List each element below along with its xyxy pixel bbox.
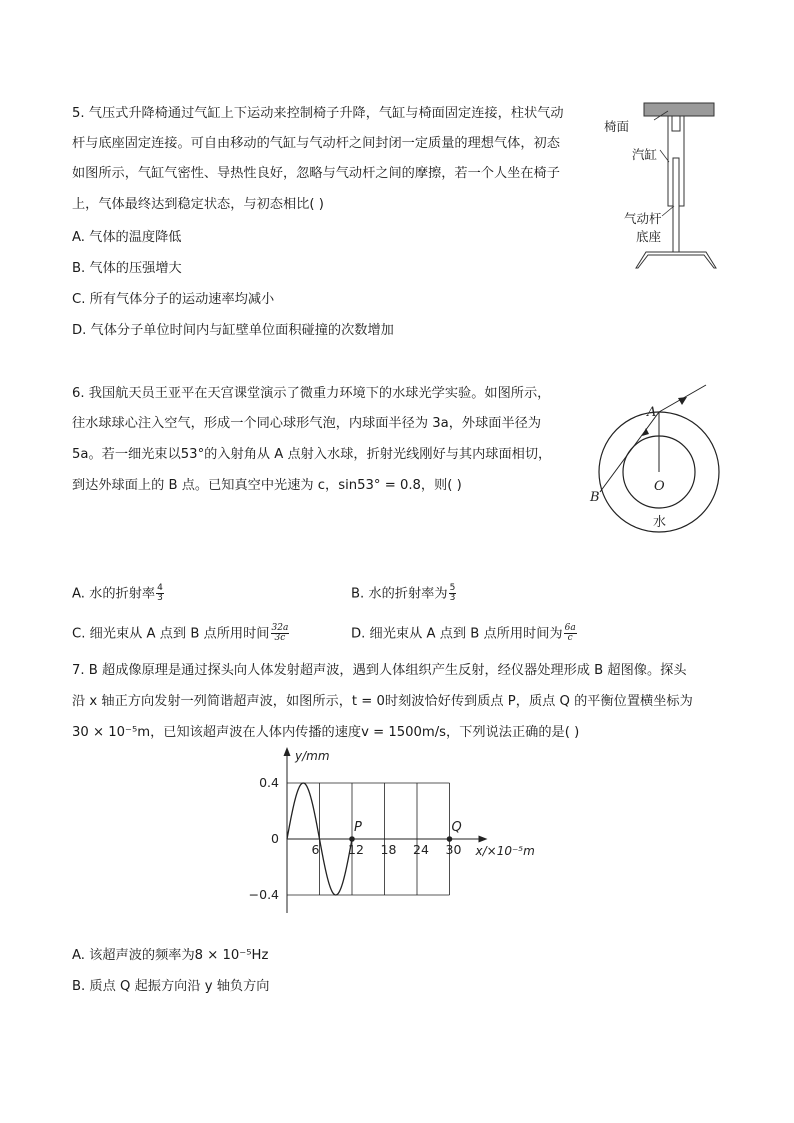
x-tick-label: 30 bbox=[445, 842, 462, 857]
q7-line-1: 7. B 超成像原理是通过探头向人体发射超声波，遇到人体组织产生反射，经仪器处理形成 B 超图像。探头 bbox=[72, 663, 687, 678]
q5-option-a[interactable]: A. 气体的温度降低 bbox=[72, 230, 182, 245]
q7-line-2: 沿 x 轴正方向发射一列简谐超声波，如图所示，t = 0时刻波恰好传到质点 P，质点 Q 的平衡位置横坐标为 bbox=[72, 694, 693, 709]
point-q-dot bbox=[447, 836, 453, 842]
seat-label: 椅面 bbox=[604, 119, 630, 134]
q7-line-3: 30 × 10⁻⁵m，已知该超声波在人体内传播的速度v = 1500m/s，下列说法正确的是( ) bbox=[72, 725, 580, 740]
q6-option-a[interactable] bbox=[72, 584, 164, 605]
incident-arrow-icon bbox=[678, 397, 687, 405]
q5-option-b[interactable]: B. 气体的压强增大 bbox=[72, 261, 182, 276]
point-a-label: A bbox=[647, 405, 657, 420]
rod-shape bbox=[673, 158, 679, 253]
water-ball-figure bbox=[580, 380, 730, 545]
point-b-label: B bbox=[590, 490, 600, 505]
q6-line-1: 6. 我国航天员王亚平在天宫课堂演示了微重力环境下的水球光学实验。如图所示， bbox=[72, 386, 551, 401]
q5-option-c[interactable]: C. 所有气体分子的运动速率均减小 bbox=[72, 292, 275, 307]
y-tick-label: 0.4 bbox=[259, 775, 279, 790]
q6-option-b-text: B. 水的折射率为 bbox=[351, 586, 448, 602]
x-tick-label: 6 bbox=[311, 842, 320, 857]
q5-line-2: 杆与底座固定连接。可自由移动的气缸与气动杆之间封闭一定质量的理想气体，初态 bbox=[72, 136, 560, 151]
q6-option-c-text: C. 细光束从 A 点到 B 点所用时间 bbox=[72, 626, 270, 642]
wave-chart bbox=[240, 745, 560, 920]
seat-plate bbox=[644, 103, 714, 116]
q6-option-a-text: A. 水的折射率 bbox=[72, 586, 156, 602]
q6-option-d[interactable] bbox=[351, 624, 577, 645]
q6-option-d-text: D. 细光束从 A 点到 B 点所用时间为 bbox=[351, 626, 563, 642]
base-shape bbox=[636, 252, 716, 268]
q6-option-b[interactable] bbox=[351, 584, 456, 605]
q6-option-b-fraction: $\frac{5}{3}$ bbox=[449, 583, 456, 603]
base-label: 底座 bbox=[636, 229, 662, 244]
point-p-dot bbox=[349, 836, 355, 842]
q5-option-d[interactable]: D. 气体分子单位时间内与缸壁单位面积碰撞的次数增加 bbox=[72, 323, 394, 338]
y-tick-label: 0 bbox=[271, 831, 279, 846]
cylinder-inner bbox=[672, 116, 680, 131]
q7-option-a[interactable]: A. 该超声波的频率为8 × 10⁻⁵Hz bbox=[72, 948, 269, 963]
q6-option-c[interactable] bbox=[72, 624, 289, 645]
q6-option-d-fraction: $\frac{6a}{c}$ bbox=[564, 623, 576, 643]
x-axis-arrow-icon bbox=[479, 836, 488, 843]
x-tick-label: 12 bbox=[348, 842, 364, 857]
rod-label: 气动杆 bbox=[624, 211, 662, 226]
q6-line-3: 5a。若一细光束以53°的入射角从 A 点射入水球，折射光线刚好与其内球面相切， bbox=[72, 447, 552, 462]
q5-line-3: 如图所示，气缸气密性、导热性良好，忽略与气动杆之间的摩擦，若一个人坐在椅子 bbox=[72, 166, 560, 181]
rod-leader bbox=[662, 206, 674, 216]
y-axis-label: y/mm bbox=[295, 749, 330, 763]
chair-figure bbox=[598, 98, 728, 276]
x-tick-label: 18 bbox=[380, 842, 397, 857]
center-o-label: O bbox=[654, 479, 665, 494]
cylinder-label: 汽缸 bbox=[632, 147, 658, 162]
q5-line-4: 上，气体最终达到稳定状态，与初态相比( ) bbox=[72, 197, 324, 212]
x-tick-label: 24 bbox=[413, 842, 429, 857]
q6-line-2: 往水球球心注入空气，形成一个同心球形气泡，内球面半径为 3a，外球面半径为 bbox=[72, 416, 542, 431]
water-label: 水 bbox=[653, 515, 667, 530]
x-axis-label: x/×10⁻⁵m bbox=[475, 844, 535, 858]
q6-line-4: 到达外球面上的 B 点。已知真空中光速为 c，sin53° = 0.8，则( ) bbox=[72, 478, 462, 493]
y-axis-arrow-icon bbox=[284, 747, 291, 756]
y-tick-label: −0.4 bbox=[248, 887, 279, 902]
q7-option-b[interactable]: B. 质点 Q 起振方向沿 y 轴负方向 bbox=[72, 979, 270, 994]
q6-option-c-fraction: $\frac{32a}{3c}$ bbox=[271, 623, 289, 643]
point-p-label: P bbox=[354, 820, 362, 835]
point-q-label: Q bbox=[451, 820, 462, 835]
q5-line-1: 5. 气压式升降椅通过气缸上下运动来控制椅子升降，气缸与椅面固定连接，柱状气动 bbox=[72, 106, 564, 121]
q6-option-a-fraction: $\frac{4}{3}$ bbox=[157, 583, 163, 603]
